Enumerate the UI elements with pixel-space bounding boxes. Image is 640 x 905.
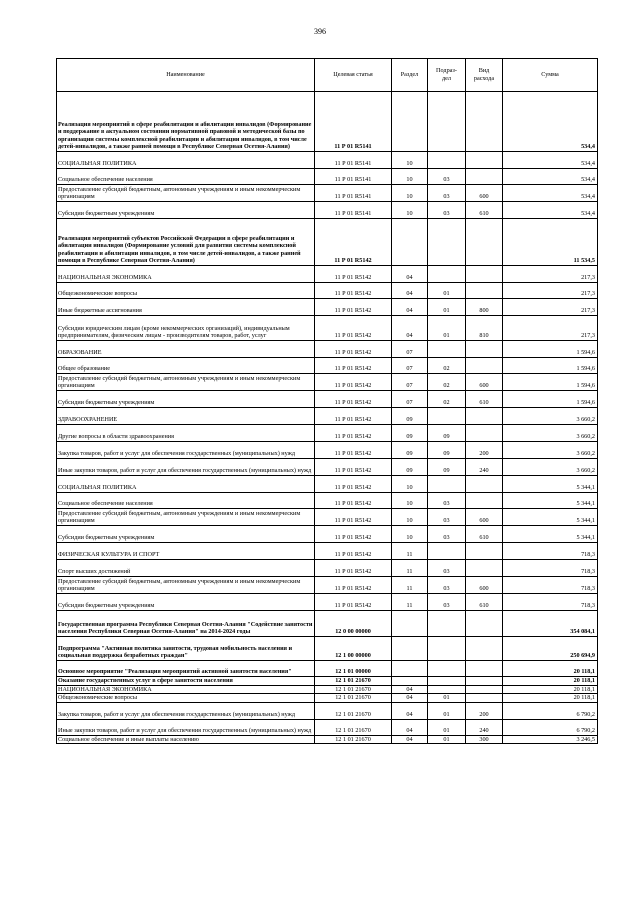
table-cell-section: 11 (392, 560, 428, 577)
table-cell-subsection (428, 637, 466, 661)
table-cell-name: Государственная программа Республики Северная Осетия-Алания "Содействие занятости населения Республики Северная Осетия-Алания" на 2014-2024 годы (57, 611, 315, 637)
table-row (57, 702, 598, 719)
table-cell-subsection (428, 341, 466, 358)
table-cell-amount: 217,3 (503, 283, 598, 299)
table-cell-section: 10 (392, 493, 428, 509)
table-cell-section (392, 661, 428, 677)
table-cell-expense-type (466, 358, 503, 374)
table-cell-name: Подпрограмма "Активная политика занятости, трудовая мобильность населения и социальная поддержка безработных граждан" (57, 637, 315, 661)
table-cell-amount: 534,4 (503, 185, 598, 202)
table-cell-amount: 217,3 (503, 299, 598, 316)
table-cell-subsection (428, 266, 466, 283)
table-cell-name: Иные закупки товаров, работ и услуг для обеспечения государственных (муниципальных) нужд (57, 459, 315, 476)
table-cell-subsection: 03 (428, 185, 466, 202)
table-cell-amount: 5 344,1 (503, 509, 598, 526)
table-cell-amount: 20 118,1 (503, 694, 598, 703)
table-cell-expense-type: 610 (466, 594, 503, 611)
header-amount: Сумма (503, 59, 598, 92)
table-cell-expense-type (466, 560, 503, 577)
table-cell-name: Иные закупки товаров, работ и услуг для обеспечения государственных (муниципальных) нужд (57, 719, 315, 735)
table-row (57, 661, 598, 677)
table-cell-section: 09 (392, 459, 428, 476)
table-cell-target: 11 Р 01 R5142 (315, 509, 392, 526)
table-cell-amount: 3 660,2 (503, 459, 598, 476)
table-cell-expense-type (466, 493, 503, 509)
table-cell-name: Общеэкономические вопросы (57, 694, 315, 703)
table-cell-target: 11 Р 01 R5142 (315, 526, 392, 543)
table-cell-section: 10 (392, 526, 428, 543)
table-cell-amount: 5 344,1 (503, 493, 598, 509)
table-cell-section: 10 (392, 169, 428, 185)
table-cell-subsection: 01 (428, 735, 466, 744)
table-cell-section: 04 (392, 283, 428, 299)
table-cell-name: Субсидии бюджетным учреждениям (57, 594, 315, 611)
table-cell-expense-type (466, 637, 503, 661)
table-cell-expense-type (466, 266, 503, 283)
table-cell-name: Иные бюджетные ассигнования (57, 299, 315, 316)
table-cell-subsection (428, 677, 466, 686)
table-cell-target: 12 1 01 21670 (315, 735, 392, 744)
table-row (57, 594, 598, 611)
table-cell-expense-type (466, 408, 503, 425)
table-cell-name: Предоставление субсидий бюджетным, автономным учреждениям и иным некоммерческим организациям (57, 577, 315, 594)
table-row (57, 677, 598, 686)
table-cell-target: 11 Р 01 R5142 (315, 266, 392, 283)
table-cell-amount: 1 594,6 (503, 374, 598, 391)
table-cell-subsection: 02 (428, 391, 466, 408)
table-row (57, 391, 598, 408)
table-cell-section: 10 (392, 509, 428, 526)
table-cell-expense-type: 300 (466, 735, 503, 744)
table-cell-target: 12 1 01 00000 (315, 661, 392, 677)
table-cell-expense-type (466, 694, 503, 703)
table-cell-section: 07 (392, 358, 428, 374)
table-cell-amount: 1 594,6 (503, 358, 598, 374)
table-cell-subsection (428, 543, 466, 560)
table-row (57, 219, 598, 266)
table-cell-amount: 250 694,9 (503, 637, 598, 661)
table-cell-subsection: 03 (428, 526, 466, 543)
table-cell-target: 11 Р 01 R5141 (315, 202, 392, 219)
table-cell-expense-type (466, 341, 503, 358)
table-cell-expense-type: 610 (466, 526, 503, 543)
table-cell-name: Социальное обеспечение населения (57, 493, 315, 509)
table-cell-amount: 718,3 (503, 594, 598, 611)
table-cell-expense-type (466, 219, 503, 266)
table-cell-name: Субсидии юридическим лицам (кроме некоммерческих организаций), индивидуальным предпринимателям, физическим лицам - производителям товаров, работ, услуг (57, 316, 315, 341)
table-cell-name: Общее образование (57, 358, 315, 374)
table-cell-name: Реализация мероприятий в сфере реабилитации и абилитации инвалидов (Формирование и поддержание в актуальном состоянии нормативной правовой и методической базы по организации системы комплексной реабилитации и абилитации инвалидов, в том числе детей-инвалидов, а также ранней помощи в Республике Северная Осетия-Алания) (57, 92, 315, 152)
table-cell-target: 11 Р 01 R5141 (315, 185, 392, 202)
table-cell-section: 04 (392, 299, 428, 316)
table-cell-target: 11 Р 01 R5142 (315, 543, 392, 560)
table-row (57, 685, 598, 694)
table-row (57, 266, 598, 283)
table-cell-subsection: 03 (428, 560, 466, 577)
table-row (57, 476, 598, 493)
table-cell-expense-type (466, 152, 503, 169)
table-cell-subsection: 03 (428, 202, 466, 219)
table-cell-target: 11 Р 01 R5142 (315, 577, 392, 594)
table-cell-section: 11 (392, 577, 428, 594)
table-cell-amount: 534,4 (503, 152, 598, 169)
table-cell-target: 11 Р 01 R5141 (315, 152, 392, 169)
table-cell-expense-type (466, 543, 503, 560)
table-cell-expense-type (466, 611, 503, 637)
table-cell-section: 07 (392, 374, 428, 391)
table-cell-expense-type: 200 (466, 702, 503, 719)
table-cell-subsection (428, 476, 466, 493)
table-cell-name: Закупка товаров, работ и услуг для обеспечения государственных (муниципальных) нужд (57, 442, 315, 459)
table-cell-expense-type: 200 (466, 442, 503, 459)
table-cell-amount: 534,4 (503, 169, 598, 185)
table-cell-target: 11 Р 01 R5142 (315, 493, 392, 509)
table-cell-amount: 354 084,1 (503, 611, 598, 637)
table-cell-subsection: 01 (428, 283, 466, 299)
table-cell-target: 12 0 00 00000 (315, 611, 392, 637)
table-cell-subsection (428, 152, 466, 169)
table-cell-subsection: 03 (428, 493, 466, 509)
table-cell-target: 11 Р 01 R5142 (315, 560, 392, 577)
table-header-row (57, 59, 598, 92)
table-cell-target: 11 Р 01 R5142 (315, 358, 392, 374)
table-cell-section (392, 637, 428, 661)
table-cell-expense-type (466, 169, 503, 185)
table-cell-target: 12 1 01 21670 (315, 719, 392, 735)
table-cell-target: 11 Р 01 R5142 (315, 299, 392, 316)
table-cell-amount: 5 344,1 (503, 476, 598, 493)
table-cell-target: 11 Р 01 R5142 (315, 316, 392, 341)
table-row (57, 509, 598, 526)
table-cell-target: 11 Р 01 R5142 (315, 442, 392, 459)
table-cell-subsection: 01 (428, 719, 466, 735)
table-cell-subsection: 02 (428, 374, 466, 391)
table-cell-target: 12 1 00 00000 (315, 637, 392, 661)
header-section: Раздел (392, 59, 428, 92)
table-cell-amount: 6 790,2 (503, 702, 598, 719)
table-row (57, 493, 598, 509)
table-cell-section: 04 (392, 685, 428, 694)
table-row (57, 408, 598, 425)
table-cell-expense-type (466, 677, 503, 686)
table-cell-subsection: 09 (428, 442, 466, 459)
table-cell-target: 11 Р 01 R5142 (315, 459, 392, 476)
table-row (57, 637, 598, 661)
table-cell-section (392, 611, 428, 637)
table-row (57, 202, 598, 219)
table-row (57, 694, 598, 703)
table-cell-section: 04 (392, 694, 428, 703)
table-cell-subsection: 03 (428, 509, 466, 526)
table-cell-target: 11 Р 01 R5142 (315, 374, 392, 391)
table-cell-name: Общеэкономические вопросы (57, 283, 315, 299)
header-name: Наименование (57, 59, 315, 92)
table-cell-name: Спорт высших достижений (57, 560, 315, 577)
table-cell-target: 12 1 01 21670 (315, 677, 392, 686)
table-cell-target: 11 Р 01 R5142 (315, 283, 392, 299)
header-target: Целевая статья (315, 59, 392, 92)
table-cell-target: 11 Р 01 R5141 (315, 92, 392, 152)
table-row (57, 169, 598, 185)
table-cell-amount: 20 118,1 (503, 685, 598, 694)
table-cell-name: ФИЗИЧЕСКАЯ КУЛЬТУРА И СПОРТ (57, 543, 315, 560)
table-cell-subsection: 01 (428, 316, 466, 341)
table-cell-section (392, 219, 428, 266)
table-cell-name: ЗДРАВООХРАНЕНИЕ (57, 408, 315, 425)
table-cell-expense-type: 810 (466, 316, 503, 341)
table-cell-section: 07 (392, 391, 428, 408)
table-cell-subsection: 01 (428, 694, 466, 703)
table-row (57, 92, 598, 152)
table-cell-target: 11 Р 01 R5142 (315, 219, 392, 266)
table-cell-target: 11 Р 01 R5142 (315, 476, 392, 493)
table-cell-section: 04 (392, 702, 428, 719)
table-cell-name: Другие вопросы в области здравоохранения (57, 425, 315, 442)
table-cell-section: 04 (392, 316, 428, 341)
table-cell-expense-type: 240 (466, 459, 503, 476)
header-subsection: Подраз- дел (428, 59, 466, 92)
table-cell-name: Оказание государственных услуг в сфере занятости населения (57, 677, 315, 686)
table-cell-name: СОЦИАЛЬНАЯ ПОЛИТИКА (57, 476, 315, 493)
table-cell-subsection: 09 (428, 459, 466, 476)
table-cell-amount: 1 594,6 (503, 391, 598, 408)
header-expense-type: Вид расхода (466, 59, 503, 92)
table-cell-amount: 6 790,2 (503, 719, 598, 735)
table-cell-name: Основное мероприятие "Реализация мероприятий активной занятости населения" (57, 661, 315, 677)
table-cell-name: Социальное обеспечение и иные выплаты населению (57, 735, 315, 744)
table-cell-name: Предоставление субсидий бюджетным, автономным учреждениям и иным некоммерческим организациям (57, 185, 315, 202)
table-cell-amount: 3 660,2 (503, 442, 598, 459)
table-cell-expense-type: 800 (466, 299, 503, 316)
table-cell-amount: 534,4 (503, 202, 598, 219)
table-cell-name: ОБРАЗОВАНИЕ (57, 341, 315, 358)
table-cell-subsection: 09 (428, 425, 466, 442)
table-cell-section: 04 (392, 719, 428, 735)
budget-table (56, 58, 598, 744)
table-cell-amount: 3 246,5 (503, 735, 598, 744)
table-cell-name: СОЦИАЛЬНАЯ ПОЛИТИКА (57, 152, 315, 169)
table-row (57, 358, 598, 374)
table-cell-expense-type (466, 425, 503, 442)
table-cell-expense-type (466, 661, 503, 677)
table-cell-expense-type: 600 (466, 185, 503, 202)
table-cell-section: 11 (392, 543, 428, 560)
table-cell-subsection (428, 408, 466, 425)
table-cell-expense-type: 610 (466, 202, 503, 219)
table-cell-amount: 1 594,6 (503, 341, 598, 358)
table-cell-section (392, 92, 428, 152)
table-cell-subsection (428, 661, 466, 677)
table-row (57, 526, 598, 543)
table-cell-section: 09 (392, 442, 428, 459)
table-cell-name: Предоставление субсидий бюджетным, автономным учреждениям и иным некоммерческим организациям (57, 509, 315, 526)
table-cell-name: Субсидии бюджетным учреждениям (57, 391, 315, 408)
table-cell-name: Субсидии бюджетным учреждениям (57, 526, 315, 543)
table-cell-target: 12 1 01 21670 (315, 685, 392, 694)
table-row (57, 299, 598, 316)
table-cell-amount: 11 534,5 (503, 219, 598, 266)
table-cell-subsection: 01 (428, 702, 466, 719)
table-cell-name: НАЦИОНАЛЬНАЯ ЭКОНОМИКА (57, 685, 315, 694)
table-cell-expense-type (466, 476, 503, 493)
table-row (57, 459, 598, 476)
table-cell-name: Закупка товаров, работ и услуг для обеспечения государственных (муниципальных) нужд (57, 702, 315, 719)
table-cell-expense-type: 600 (466, 509, 503, 526)
table-cell-target: 12 1 01 21670 (315, 694, 392, 703)
table-cell-amount: 5 344,1 (503, 526, 598, 543)
table-cell-expense-type: 240 (466, 719, 503, 735)
table-cell-amount: 718,3 (503, 577, 598, 594)
table-cell-name: Реализация мероприятий субъектов Российской Федерации в сфере реабилитации и абилитации инвалидов (Формирование условий для развития системы комплексной реабилитации и абилитации инвалидов, в том числе детей-инвалидов, а также ранней помощи в Республике Северная Осетия-Алания) (57, 219, 315, 266)
table-cell-section: 10 (392, 152, 428, 169)
table-cell-expense-type (466, 283, 503, 299)
table-cell-subsection: 03 (428, 577, 466, 594)
table-cell-subsection (428, 611, 466, 637)
table-cell-name: Субсидии бюджетным учреждениям (57, 202, 315, 219)
table-row (57, 560, 598, 577)
table-row (57, 283, 598, 299)
table-cell-amount: 20 118,1 (503, 677, 598, 686)
table-cell-amount: 3 660,2 (503, 425, 598, 442)
table-cell-amount: 3 660,2 (503, 408, 598, 425)
table-cell-amount: 217,3 (503, 266, 598, 283)
table-cell-amount: 20 118,1 (503, 661, 598, 677)
table-cell-subsection (428, 685, 466, 694)
table-cell-name: Социальное обеспечение населения (57, 169, 315, 185)
table-cell-section: 10 (392, 476, 428, 493)
table-cell-amount: 718,3 (503, 543, 598, 560)
table-cell-subsection: 02 (428, 358, 466, 374)
page-number: 396 (314, 27, 326, 36)
table-cell-subsection: 03 (428, 594, 466, 611)
table-cell-section (392, 677, 428, 686)
table-cell-subsection: 03 (428, 169, 466, 185)
table-row (57, 577, 598, 594)
table-cell-section: 04 (392, 266, 428, 283)
table-row (57, 719, 598, 735)
table-cell-section: 11 (392, 594, 428, 611)
table-cell-target: 11 Р 01 R5142 (315, 391, 392, 408)
table-cell-name: Предоставление субсидий бюджетным, автономным учреждениям и иным некоммерческим организациям (57, 374, 315, 391)
table-row (57, 735, 598, 744)
table-row (57, 374, 598, 391)
table-cell-expense-type (466, 92, 503, 152)
table-row (57, 316, 598, 341)
table-row (57, 611, 598, 637)
table-cell-target: 11 Р 01 R5142 (315, 594, 392, 611)
table-cell-target: 12 1 01 21670 (315, 702, 392, 719)
table-cell-section: 07 (392, 341, 428, 358)
table-row (57, 442, 598, 459)
table-cell-subsection: 01 (428, 299, 466, 316)
table-cell-target: 11 Р 01 R5142 (315, 408, 392, 425)
table-cell-subsection (428, 219, 466, 266)
table-cell-expense-type: 610 (466, 391, 503, 408)
table-cell-name: НАЦИОНАЛЬНАЯ ЭКОНОМИКА (57, 266, 315, 283)
table-cell-target: 11 Р 01 R5142 (315, 425, 392, 442)
table-cell-section: 09 (392, 425, 428, 442)
table-cell-amount: 534,4 (503, 92, 598, 152)
table-cell-subsection (428, 92, 466, 152)
table-row (57, 185, 598, 202)
table-cell-amount: 217,3 (503, 316, 598, 341)
table-cell-section: 09 (392, 408, 428, 425)
table-row (57, 341, 598, 358)
table-row (57, 425, 598, 442)
table-cell-target: 11 Р 01 R5142 (315, 341, 392, 358)
table-cell-expense-type (466, 685, 503, 694)
table-cell-target: 11 Р 01 R5141 (315, 169, 392, 185)
table-cell-section: 04 (392, 735, 428, 744)
table-row (57, 543, 598, 560)
table-cell-section: 10 (392, 202, 428, 219)
table-row (57, 152, 598, 169)
table-cell-expense-type: 600 (466, 374, 503, 391)
table-cell-expense-type: 600 (466, 577, 503, 594)
table-cell-amount: 718,3 (503, 560, 598, 577)
table-cell-section: 10 (392, 185, 428, 202)
